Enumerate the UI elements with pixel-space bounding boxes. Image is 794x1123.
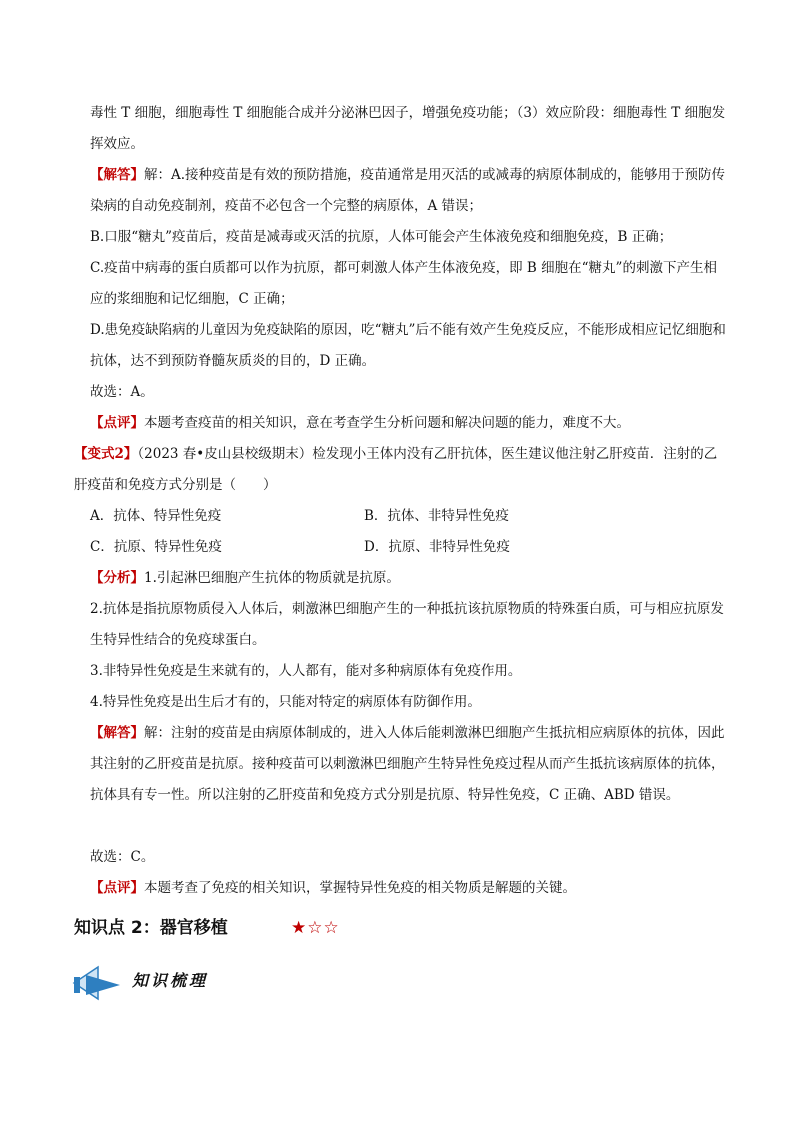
subheading-knowledge-summary: 知识梳理 <box>132 971 209 990</box>
analysis-point-3: 3.非特异性免疫是生来就有的，人人都有，能对多种病原体有免疫作用。 <box>90 663 522 679</box>
option-b-explanation: B.口服“糖丸”疫苗后，疫苗是减毒或灭活的抗原，人体可能会产生体液免疫和细胞免疫，B 正确； <box>90 229 673 245</box>
analysis-point-2: 2.抗体是指抗原物质侵入人体后，刺激淋巴细胞产生的一种抵抗该抗原物质的特殊蛋白质，可与相应抗原发生特异性结合的免疫球蛋白。 <box>90 601 724 648</box>
paragraph-continuation: 毒性 T 细胞，细胞毒性 T 细胞能合成并分泌淋巴因子，增强免疫功能；（3）效应阶段：细胞毒性 T 细胞发挥效应。 <box>90 105 726 152</box>
difficulty-stars: ★☆☆ <box>291 918 340 938</box>
comment-tag: 【点评】 <box>90 415 144 431</box>
analysis-paragraph <box>90 563 730 594</box>
option-b: B．抗体、非特异性免疫 <box>364 508 509 524</box>
section-title: 知识点 2：器官移植 <box>74 918 228 938</box>
answer-paragraph-1 <box>90 160 730 222</box>
choose-answer-1: 故选：A。 <box>90 384 154 400</box>
answer-text: 解：A.接种疫苗是有效的预防措施，疫苗通常是用灭活的或减毒的病原体制成的，能够用于预防传染病的自动免疫制剂，疫苗不必包含一个完整的病原体，A 错误； <box>90 167 726 214</box>
comment-text-2: 本题考查了免疫的相关知识，掌握特异性免疫的相关物质是解题的关键。 <box>144 880 576 896</box>
comment-tag-2: 【点评】 <box>90 880 144 896</box>
answer-text-2: 解：注射的疫苗是由病原体制成的，进入人体后能刺激淋巴细胞产生抵抗相应病原体的抗体，因此其注射的乙肝疫苗是抗原。接种疫苗可以刺激淋巴细胞产生特异性免疫过程从而产生抵抗该病原体的抗体，抗体具有专一性。所以注射的乙肝疫苗和免疫方式分别是抗原、特异性免疫，C 正确、ABD 错误。 <box>90 725 725 803</box>
variant-tag: 【变式2】 <box>74 446 138 462</box>
option-c-explanation: C.疫苗中病毒的蛋白质都可以作为抗原，都可刺激人体产生体液免疫，即 B 细胞在“糖丸”的刺激下产生相应的浆细胞和记忆细胞，C 正确； <box>90 260 717 307</box>
option-d: D．抗原、非特异性免疫 <box>364 539 510 555</box>
option-c: C．抗原、特异性免疫 <box>90 539 222 555</box>
comment-text: 本题考查疫苗的相关知识，意在考查学生分析问题和解决问题的能力，难度不大。 <box>144 415 630 431</box>
variant-question <box>74 439 730 501</box>
option-d-explanation: D.患免疫缺陷病的儿童因为免疫缺陷的原因，吃“糖丸”后不能有效产生免疫反应，不能形成相应记忆细胞和抗体，达不到预防脊髓灰质炎的目的，D 正确。 <box>90 322 726 369</box>
analysis-tag: 【分析】 <box>90 570 144 586</box>
option-a: A．抗体、特异性免疫 <box>90 508 222 524</box>
answer-tag-2: 【解答】 <box>90 725 144 741</box>
choose-answer-2: 故选：C。 <box>90 849 155 865</box>
variant-text: （2023 春•皮山县校级期末）检发现小王体内没有乙肝抗体，医生建议他注射乙肝疫苗．注射的乙肝疫苗和免疫方式分别是（ ） <box>74 446 718 493</box>
analysis-point-1: 1.引起淋巴细胞产生抗体的物质就是抗原。 <box>144 570 400 586</box>
comment-paragraph-1 <box>90 408 730 439</box>
answer-paragraph-2 <box>90 718 730 811</box>
play-triangle-icon <box>72 963 124 1001</box>
comment-paragraph-2 <box>90 873 730 904</box>
answer-tag: 【解答】 <box>90 167 144 183</box>
analysis-point-4: 4.特异性免疫是出生后才有的，只能对特定的病原体有防御作用。 <box>90 694 481 710</box>
